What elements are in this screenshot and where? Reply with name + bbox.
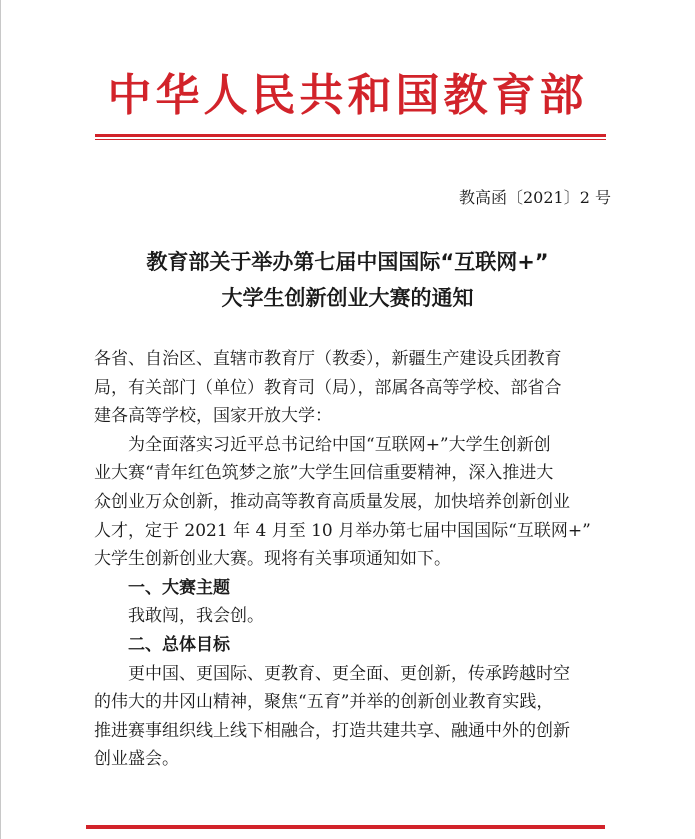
goals-line-4: 创业盛会。 — [94, 749, 179, 770]
goals-line-1: 更中国、更国际、更教育、更全面、更创新，传承跨越时空 — [128, 663, 570, 684]
header-divider-thin — [95, 139, 606, 140]
section-theme-text: 我敢闯，我会创。 — [128, 606, 264, 627]
intro-line-5: 大学生创新创业大赛。现将有关事项通知如下。 — [94, 549, 451, 570]
addressee-line-2: 局，有关部门（单位）教育司（局），部属各高等学校、部省合 — [94, 377, 562, 398]
goals-line-3: 推进赛事组织线上线下相融合，打造共建共享、融通中外的创新 — [94, 720, 570, 741]
issuer-title: 中华人民共和国教育部 — [107, 70, 588, 121]
section-heading-theme: 一、大赛主题 — [128, 577, 230, 598]
intro-line-4: 人才，定于 2021 年 4 月至 10 月举办第七届中国国际“互联网+” — [94, 520, 591, 541]
footer-divider — [86, 825, 605, 829]
header-divider-thick — [95, 134, 606, 137]
intro-line-2: 业大赛“青年红色筑梦之旅”大学生回信重要精神，深入推进大 — [94, 463, 554, 484]
notice-title-line-1: 教育部关于举办第七届中国国际“互联网+” — [146, 250, 549, 274]
addressee-line-3: 建各高等学校，国家开放大学： — [94, 406, 332, 427]
addressee-line-1: 各省、自治区、直辖市教育厅（教委），新疆生产建设兵团教育 — [94, 349, 562, 369]
intro-line-3: 众创业万众创新，推动高等教育高质量发展，加快培养创新创业 — [94, 491, 570, 512]
goals-line-2: 的伟大的井冈山精神，聚焦“五育”并举的创新创业教育实践， — [94, 692, 554, 713]
intro-line-1: 为全面落实习近平总书记给中国“互联网+”大学生创新创 — [128, 434, 551, 455]
document-number: 教高函〔2021〕2 号 — [459, 188, 611, 207]
document-body — [94, 345, 608, 774]
notice-title — [0, 244, 695, 316]
notice-title-line-2: 大学生创新创业大赛的通知 — [221, 286, 474, 310]
section-heading-goals: 二、总体目标 — [128, 634, 230, 655]
